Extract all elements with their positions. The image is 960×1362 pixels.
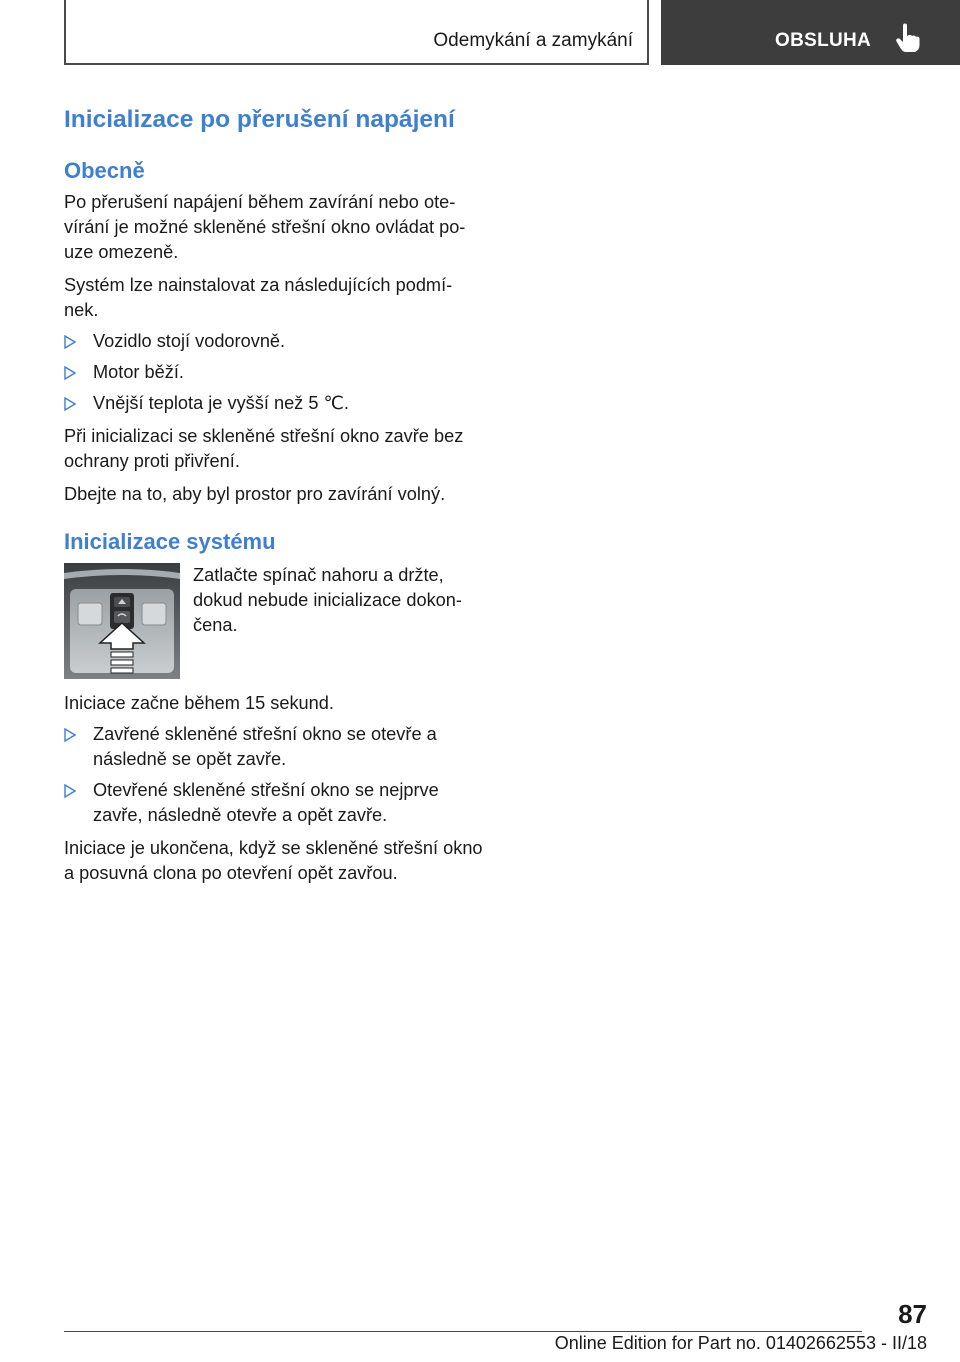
triangle-bullet-icon (64, 366, 76, 380)
footer-edition: Online Edition for Part no. 01402662553 - II/18 (554, 1333, 927, 1353)
list-item (64, 360, 484, 385)
init-paragraph-2: Iniciace je ukončena, když se skleněné střešní okno a posuvná clona po otevření opět zavřou. (64, 838, 483, 883)
conditions-list (64, 329, 484, 416)
section-heading-general: Obecně (64, 158, 145, 183)
triangle-bullet-icon (64, 335, 76, 349)
general-paragraph-1: Po přerušení napájení během zavírání nebo ote-vírání je možné skleněné střešní okno ovládat po-uze omezeně. (64, 192, 466, 262)
header-chapter-box (661, 0, 960, 65)
list-item (64, 722, 484, 772)
image-instruction-text: Zatlačte spínač nahoru a držte, dokud nebude inicializace dokon-čena. (193, 565, 462, 635)
list-item-text: Otevřené skleněné střešní okno se nejprve zavře, následně otevře a opět zavře. (93, 780, 439, 825)
list-item (64, 329, 484, 354)
page-number: 87 (898, 1299, 927, 1329)
section-heading-init: Inicializace systému (64, 529, 276, 554)
general-paragraph-3: Při inicializaci se skleněné střešní okno zavře bez ochrany proti přivření. (64, 426, 464, 471)
triangle-bullet-icon (64, 784, 76, 798)
pointing-hand-icon (895, 23, 921, 53)
init-steps-list (64, 722, 484, 828)
list-item-text: Zavřené skleněné střešní okno se otevře a následně se opět zavře. (93, 724, 437, 769)
list-item-text: Vozidlo stojí vodorovně. (93, 331, 286, 351)
header-section-title: Odemykání a zamykání (433, 30, 633, 51)
triangle-bullet-icon (64, 728, 76, 742)
list-item (64, 391, 484, 416)
page-title: Inicializace po přerušení napájení (64, 106, 455, 133)
list-item (64, 778, 484, 828)
init-paragraph-1: Iniciace začne během 15 sekund. (64, 693, 334, 713)
general-paragraph-2: Systém lze nainstalovat za následujících podmí-nek. (64, 275, 453, 320)
content-column (64, 104, 484, 886)
list-item-text: Motor běží. (93, 362, 184, 382)
roof-switch-photo (64, 563, 180, 679)
image-instruction-row (64, 563, 484, 679)
header-chapter-title: OBSLUHA (775, 30, 872, 51)
header-section-box (64, 0, 649, 65)
list-item-text: Vnější teplota je vyšší než 5 ℃. (93, 393, 349, 413)
footer-divider (64, 1331, 862, 1332)
triangle-bullet-icon (64, 397, 76, 411)
general-paragraph-4: Dbejte na to, aby byl prostor pro zavírání volný. (64, 484, 446, 504)
